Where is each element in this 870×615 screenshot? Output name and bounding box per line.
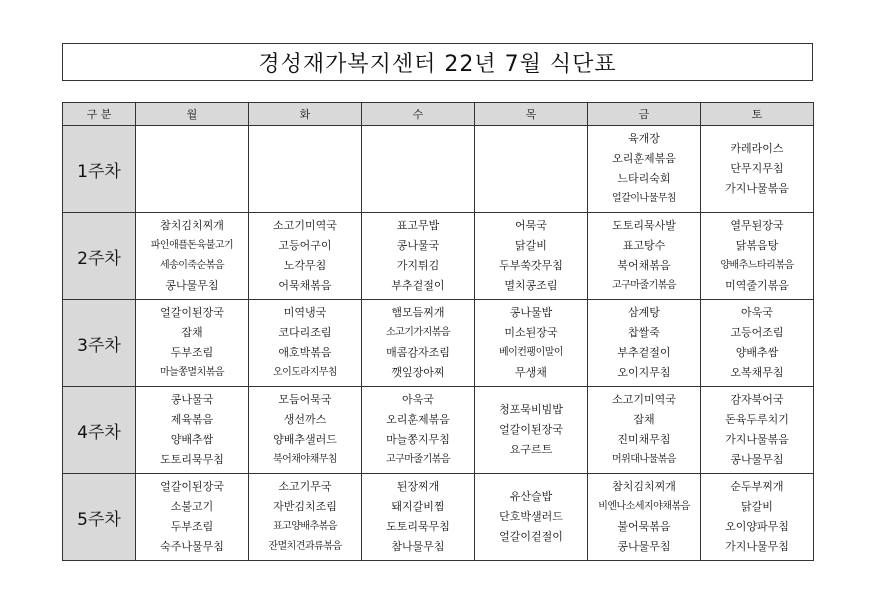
dish-item: 양배추쌈 <box>170 433 214 446</box>
dish-item: 오리훈제볶음 <box>612 152 676 165</box>
menu-cell-tue <box>249 213 362 300</box>
dish-item: 된장찌개 <box>396 480 440 493</box>
menu-cell-thu <box>475 387 588 474</box>
dish-item: 두부조림 <box>170 346 214 359</box>
dish-item: 불어묵볶음 <box>617 520 671 533</box>
dish-item: 가지나물볶음 <box>725 182 789 195</box>
week-row <box>63 300 814 387</box>
dish-item: 콩나물무침 <box>165 279 219 292</box>
dish-item: 진미채무침 <box>617 433 671 446</box>
header-row <box>63 103 814 126</box>
dish-item: 얼갈이된장국 <box>160 306 224 319</box>
dish-item: 도토리묵사발 <box>612 219 676 232</box>
menu-cell-sat <box>701 213 814 300</box>
dish-item: 마늘쫑멸치볶음 <box>159 367 225 378</box>
dish-item: 제육볶음 <box>170 413 214 426</box>
dish-item: 생선까스 <box>283 413 327 426</box>
menu-cell-mon <box>136 387 249 474</box>
dish-item: 소고기미역국 <box>612 393 676 406</box>
dish-item: 요구르트 <box>509 443 553 456</box>
dish-item: 어묵채볶음 <box>278 279 332 292</box>
dish-item: 단호박샐러드 <box>499 510 563 523</box>
dish-item: 숙주나물무침 <box>160 540 224 553</box>
dish-item: 애호박볶음 <box>278 346 332 359</box>
header-mon: 월 <box>136 103 249 126</box>
menu-cell-fri <box>588 387 701 474</box>
page-title: 경성재가복지센터 22년 7월 식단표 <box>62 43 813 81</box>
header-category: 구 분 <box>63 103 136 126</box>
week-label: 4주차 <box>63 387 136 474</box>
dish-item: 비엔나소세지야채볶음 <box>598 501 690 512</box>
dish-item: 소고기미역국 <box>273 219 337 232</box>
week-label: 3주차 <box>63 300 136 387</box>
menu-cell-mon <box>136 474 249 561</box>
dish-item: 고등어조림 <box>730 326 784 339</box>
menu-cell-tue <box>249 126 362 213</box>
dish-item: 멸치콩조림 <box>504 279 558 292</box>
dish-item: 콩나물무침 <box>617 540 671 553</box>
dish-item: 두부조림 <box>170 520 214 533</box>
dish-item: 미역줄기볶음 <box>725 279 789 292</box>
dish-item: 깻잎장아찌 <box>391 366 445 379</box>
dish-item: 콩나물국 <box>396 239 440 252</box>
dish-item: 오리훈제볶음 <box>386 413 450 426</box>
dish-item: 육개장 <box>628 132 660 145</box>
menu-cell-sat <box>701 387 814 474</box>
dish-item: 참치김치찌개 <box>612 480 676 493</box>
dish-item: 참나물무침 <box>391 540 445 553</box>
dish-item: 유산슬밥 <box>509 490 553 503</box>
dish-item: 카레라이스 <box>730 142 784 155</box>
dish-item: 표고탕수 <box>622 239 666 252</box>
dish-item: 소고기가지볶음 <box>385 327 451 338</box>
menu-cell-tue <box>249 474 362 561</box>
header-fri: 금 <box>588 103 701 126</box>
dish-item: 돈육두루치기 <box>725 413 789 426</box>
dish-item: 얼갈이나물무침 <box>611 193 677 204</box>
dish-item: 자반김치조림 <box>273 500 337 513</box>
menu-cell-wed <box>362 474 475 561</box>
week-label: 2주차 <box>63 213 136 300</box>
dish-item: 얼갈이된장국 <box>499 423 563 436</box>
dish-item: 양배추쌈 <box>735 346 779 359</box>
menu-cell-tue <box>249 300 362 387</box>
menu-cell-wed <box>362 213 475 300</box>
dish-item: 콩나물국 <box>170 393 214 406</box>
dish-item: 베이컨팽이말이 <box>498 347 564 358</box>
dish-item: 어묵국 <box>515 219 547 232</box>
dish-item: 콩나물밥 <box>509 306 553 319</box>
menu-cell-mon <box>136 213 249 300</box>
menu-cell-mon <box>136 300 249 387</box>
menu-cell-fri <box>588 213 701 300</box>
dish-item: 찹쌀죽 <box>628 326 660 339</box>
dish-item: 도토리묵무침 <box>386 520 450 533</box>
dish-item: 참치김치찌개 <box>160 219 224 232</box>
dish-item: 두부쑥갓무침 <box>499 259 563 272</box>
header-sat: 토 <box>701 103 814 126</box>
header-tue: 화 <box>249 103 362 126</box>
header-thu: 목 <box>475 103 588 126</box>
dish-item: 모듬어묵국 <box>278 393 332 406</box>
dish-item: 콩나물무침 <box>730 453 784 466</box>
menu-cell-wed <box>362 126 475 213</box>
dish-item: 단무지무침 <box>730 162 784 175</box>
dish-item: 잡채 <box>181 326 203 339</box>
dish-item: 도토리묵무침 <box>160 453 224 466</box>
dish-item: 삼계탕 <box>628 306 660 319</box>
dish-item: 얼갈이겉절이 <box>499 530 563 543</box>
week-label: 5주차 <box>63 474 136 561</box>
menu-cell-thu <box>475 213 588 300</box>
dish-item: 소불고기 <box>170 500 214 513</box>
dish-item: 순두부찌개 <box>730 480 784 493</box>
menu-cell-tue <box>249 387 362 474</box>
dish-item: 파인애플돈육불고기 <box>150 240 234 251</box>
dish-item: 오이양파무침 <box>725 520 789 533</box>
dish-item: 고구마줄기볶음 <box>385 454 451 465</box>
dish-item: 오이도라지무침 <box>272 367 338 378</box>
menu-cell-sat <box>701 126 814 213</box>
dish-item: 청포묵비빔밥 <box>499 403 563 416</box>
dish-item: 아욱국 <box>741 306 773 319</box>
dish-item: 가지나물무침 <box>725 540 789 553</box>
dish-item: 머위대나물볶음 <box>611 454 677 465</box>
menu-cell-wed <box>362 300 475 387</box>
dish-item: 무생채 <box>515 366 547 379</box>
dish-item: 코다리조림 <box>278 326 332 339</box>
menu-cell-fri <box>588 300 701 387</box>
menu-cell-fri <box>588 474 701 561</box>
week-row <box>63 474 814 561</box>
dish-item: 고등어구이 <box>278 239 332 252</box>
dish-item: 마늘쫑지무침 <box>386 433 450 446</box>
dish-item: 가지튀김 <box>396 259 440 272</box>
dish-item: 오이지무침 <box>617 366 671 379</box>
dish-item: 표고양배추볶음 <box>272 521 338 532</box>
dish-item: 고구마줄기볶음 <box>611 280 677 291</box>
dish-item: 감자북어국 <box>730 393 784 406</box>
menu-cell-sat <box>701 300 814 387</box>
dish-item: 아욱국 <box>402 393 434 406</box>
dish-item: 미역냉국 <box>283 306 327 319</box>
menu-cell-thu <box>475 300 588 387</box>
dish-item: 느타리숙회 <box>617 172 671 185</box>
dish-item: 닭갈비 <box>515 239 547 252</box>
menu-cell-sat <box>701 474 814 561</box>
menu-cell-fri <box>588 126 701 213</box>
menu-cell-wed <box>362 387 475 474</box>
dish-item: 닭갈비 <box>741 500 773 513</box>
dish-item: 얼갈이된장국 <box>160 480 224 493</box>
week-label: 1주차 <box>63 126 136 213</box>
dish-item: 열무된장국 <box>730 219 784 232</box>
dish-item: 양배추샐러드 <box>273 433 337 446</box>
week-row <box>63 126 814 213</box>
dish-item: 햄모듬찌개 <box>391 306 445 319</box>
header-wed: 수 <box>362 103 475 126</box>
dish-item: 가지나물볶음 <box>725 433 789 446</box>
dish-item: 북어채야채무침 <box>272 454 338 465</box>
menu-cell-thu <box>475 474 588 561</box>
dish-item: 부추겉절이 <box>617 346 671 359</box>
dish-item: 닭볶음탕 <box>735 239 779 252</box>
menu-table <box>62 102 814 561</box>
week-row <box>63 387 814 474</box>
dish-item: 미소된장국 <box>504 326 558 339</box>
week-row <box>63 213 814 300</box>
dish-item: 잡채 <box>633 413 655 426</box>
dish-item: 노각무침 <box>283 259 327 272</box>
dish-item: 소고기무국 <box>278 480 332 493</box>
dish-item: 부추겉절이 <box>391 279 445 292</box>
dish-item: 세송이죽순볶음 <box>159 260 225 271</box>
dish-item: 북어채볶음 <box>617 259 671 272</box>
dish-item: 돼지갈비찜 <box>391 500 445 513</box>
menu-cell-mon <box>136 126 249 213</box>
dish-item: 잔멸치견과류볶음 <box>268 541 342 552</box>
dish-item: 표고무밥 <box>396 219 440 232</box>
dish-item: 오복채무침 <box>730 366 784 379</box>
dish-item: 양배추느타리볶음 <box>720 260 794 271</box>
dish-item: 매콤감자조림 <box>386 346 450 359</box>
menu-cell-thu <box>475 126 588 213</box>
